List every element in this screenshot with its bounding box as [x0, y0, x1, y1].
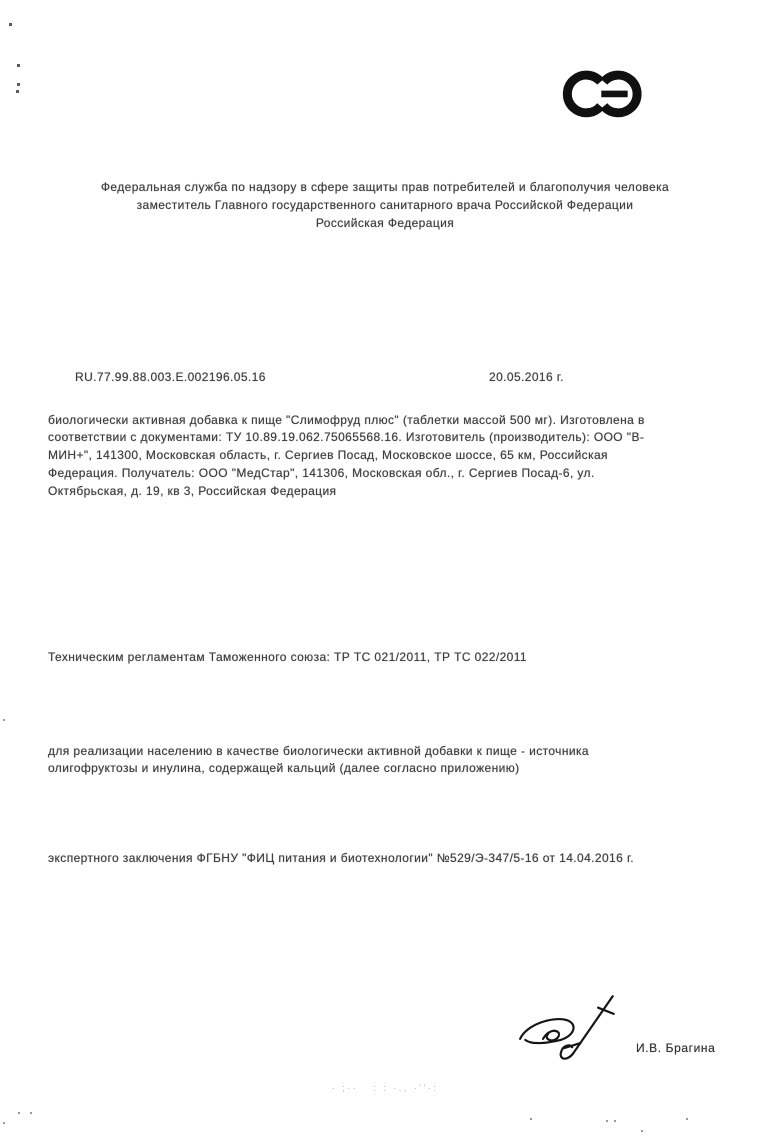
scan-speck	[686, 1118, 688, 1120]
product-paragraph-line: соответствии с документами: ТУ 10.89.19.062.75065568.16. Изготовитель (производитель): ООО "В-	[48, 430, 645, 444]
signature-autograph-icon	[510, 990, 628, 1068]
usage-paragraph-line: олигофруктозы и инулина, содержащей кальций (далее согласно приложению)	[48, 761, 520, 775]
scan-speck	[641, 1130, 643, 1132]
registration-date: 20.05.2016 г.	[489, 370, 564, 384]
product-paragraph-line: биологически активная добавка к пище "Слимофруд плюс" (таблетки массой 500 мг). Изготовлена в	[48, 413, 645, 427]
scan-speck	[30, 1112, 32, 1114]
header-line-official: заместитель Главного государственного санитарного врача Российской Федерации	[136, 198, 634, 212]
scan-speck	[530, 1118, 532, 1120]
regulations-line: Техническим регламентам Таможенного союза: ТР ТС 021/2011, ТР ТС 022/2011	[48, 650, 528, 664]
scan-speck	[614, 1120, 616, 1122]
expertise-line: экспертного заключения ФГБНУ "ФИЦ питания и биотехнологии" №529/Э-347/5-16 от 14.04.2016 г.	[48, 851, 634, 865]
scan-speck	[16, 90, 19, 93]
se-monogram-logo-icon	[558, 60, 654, 126]
scan-speck	[17, 64, 20, 67]
scan-speck	[17, 83, 20, 86]
product-paragraph-line: Федерация. Получатель: ООО "МедСтар", 141306, Московская обл., г. Сергиев Посад-6, ул.	[48, 466, 595, 480]
scan-speck	[18, 1112, 20, 1114]
scan-speck	[3, 719, 5, 721]
product-paragraph-line: МИН+", 141300, Московская область, г. Сергиев Посад, Московское шоссе, 65 км, Российская	[48, 448, 608, 462]
faint-footer-text: · ;·· : : ·., ·''·:	[331, 1083, 439, 1093]
usage-paragraph-line: для реализации населению в качестве биологически активной добавки к пище - источника	[48, 744, 589, 758]
product-paragraph-line: Октябрьская, д. 19, кв 3, Российская Федерация	[48, 484, 337, 498]
scan-speck	[606, 1120, 608, 1122]
scan-speck	[9, 23, 12, 26]
scan-speck	[3, 1122, 5, 1124]
header-line-authority: Федеральная служба по надзору в сфере защиты прав потребителей и благополучия человека	[100, 180, 670, 194]
header-line-country: Российская Федерация	[315, 216, 455, 230]
signatory-name: И.В. Брагина	[636, 1041, 716, 1055]
registration-number: RU.77.99.88.003.Е.002196.05.16	[75, 370, 266, 384]
